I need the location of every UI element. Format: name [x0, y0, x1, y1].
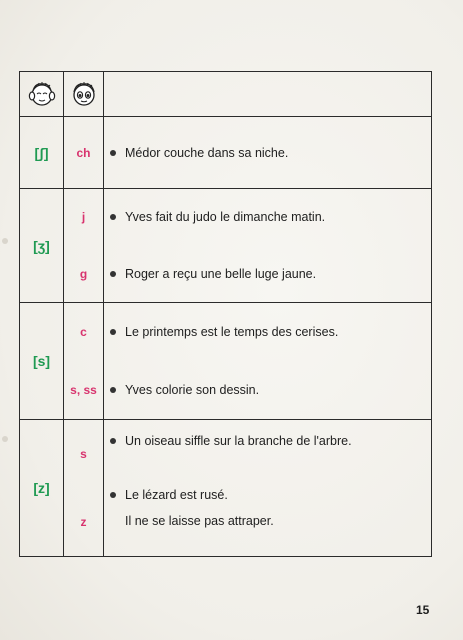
sentences-z — [104, 420, 432, 557]
sentence-text: Un oiseau siffle sur la branche de l'arbre. — [125, 434, 352, 448]
sentence — [104, 267, 431, 281]
letter-c: c — [80, 325, 87, 339]
bullet-icon — [110, 329, 116, 335]
sentence — [104, 383, 431, 397]
phoneme-z: [z] — [20, 420, 64, 557]
punch-hole-bottom — [2, 436, 8, 442]
bullet-icon — [110, 271, 116, 277]
phonetics-table — [19, 71, 432, 557]
sentences-sh — [104, 117, 432, 189]
letter-j: j — [81, 210, 86, 225]
sentence — [104, 434, 431, 448]
bullet-icon — [110, 150, 116, 156]
bullet-icon — [110, 438, 116, 444]
letter-g: g — [79, 266, 88, 281]
letters-zh-cell — [64, 189, 104, 303]
row-z — [20, 420, 432, 557]
letter-s: s — [80, 447, 87, 461]
sentence — [104, 325, 431, 339]
letters-z-cell — [64, 420, 104, 557]
punch-hole-top — [2, 238, 8, 244]
phoneme-s: [s] — [20, 303, 64, 420]
phoneme-zh: [ʒ] — [20, 189, 64, 303]
sentence — [104, 146, 431, 160]
sentence-text: Le lézard est rusé. — [125, 488, 228, 502]
letter-s-ss: s, ss — [70, 383, 97, 397]
sentence-text: Yves colorie son dessin. — [125, 383, 260, 397]
row-zh — [20, 189, 432, 303]
sentence-text: Le printemps est le temps des cerises. — [125, 325, 339, 339]
eyes-face-icon — [70, 79, 98, 109]
bullet-icon — [110, 387, 116, 393]
header-eyes-cell — [64, 72, 104, 117]
letter-z: z — [80, 515, 87, 529]
letters-ch: ch — [64, 117, 104, 189]
sentence — [104, 488, 431, 502]
letters-s-cell — [64, 303, 104, 420]
header-empty-cell — [104, 72, 432, 117]
phoneme-sh: [ʃ] — [20, 117, 64, 189]
bullet-icon — [110, 492, 116, 498]
sentences-zh — [104, 189, 432, 303]
sentence-text: Yves fait du judo le dimanche matin. — [125, 210, 326, 225]
sentence — [104, 210, 431, 224]
ear-face-icon — [27, 79, 57, 109]
sentence-continuation — [104, 514, 431, 528]
row-sh — [20, 117, 432, 189]
bullet-icon — [110, 214, 116, 220]
page-number: 15 — [416, 603, 430, 617]
header-ear-cell — [20, 72, 64, 117]
header-row — [20, 72, 432, 117]
sentences-s — [104, 303, 432, 420]
sentence-text: Roger a reçu une belle luge jaune. — [125, 266, 317, 281]
row-s — [20, 303, 432, 420]
sentence-text: Il ne se laisse pas attraper. — [125, 514, 274, 528]
sentence-text: Médor couche dans sa niche. — [125, 145, 289, 160]
